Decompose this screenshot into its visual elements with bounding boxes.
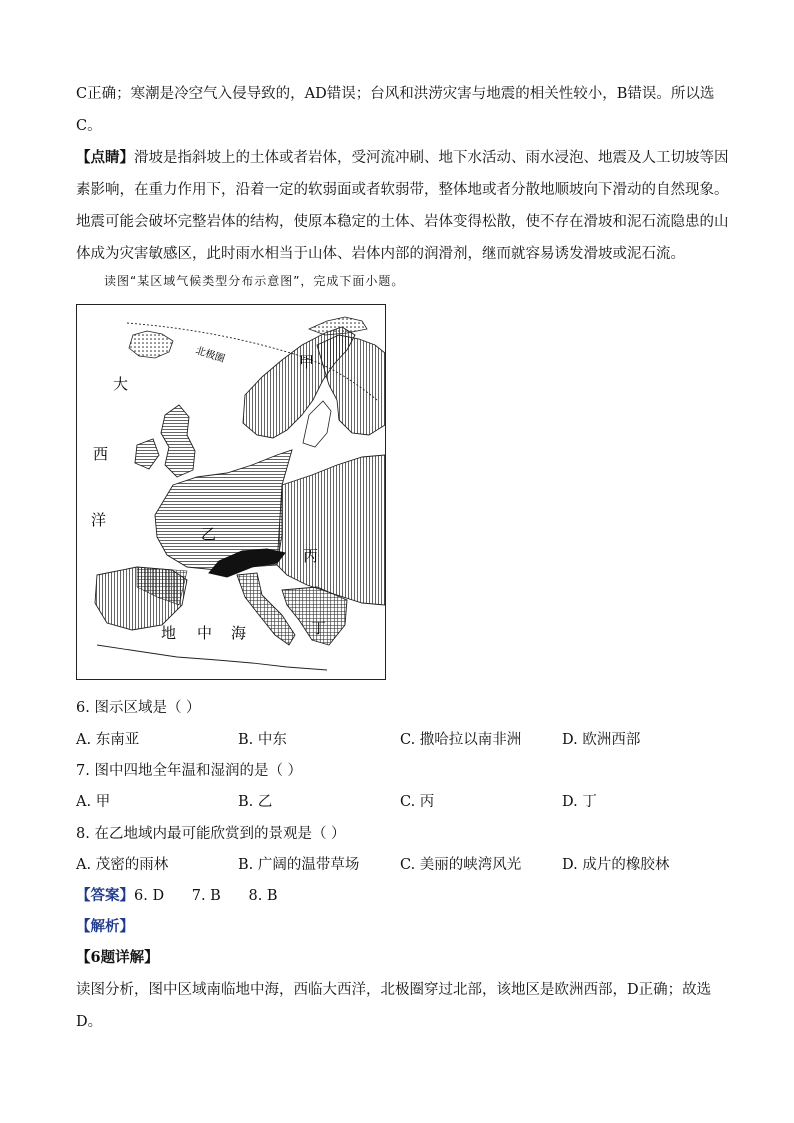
arctic-circle-label: 北极圈 bbox=[194, 345, 227, 366]
sea-char-1: 地 bbox=[161, 624, 177, 642]
q8-option-b: B. 广阔的温带草场 bbox=[238, 857, 360, 873]
q7-option-c: C. 丙 bbox=[400, 794, 435, 810]
analysis-line-2: D。 bbox=[76, 1014, 103, 1030]
climate-map bbox=[76, 304, 386, 680]
sea-char-3: 海 bbox=[231, 624, 247, 642]
question-6: 6. 图示区域是（ ） bbox=[76, 700, 201, 716]
iceland bbox=[129, 331, 173, 358]
q7-option-a: A. 甲 bbox=[76, 794, 111, 810]
answer-line bbox=[76, 884, 278, 905]
question-8: 8. 在乙地域内最可能欣赏到的景观是（ ） bbox=[76, 826, 346, 842]
q6-option-c: C. 撒哈拉以南非洲 bbox=[400, 732, 522, 748]
eastern-europe bbox=[277, 455, 385, 605]
question-7: 7. 图中四地全年温和湿润的是（ ） bbox=[76, 763, 303, 779]
analysis-line-1: 读图分析，图中区域南临地中海，西临大西洋，北极圈穿过北部，该地区是欧洲西部，D正确；故选 bbox=[76, 982, 712, 998]
label-ding: 丁 bbox=[311, 619, 327, 637]
analysis-label: 【解析】 bbox=[76, 918, 134, 935]
ocean-char-3: 洋 bbox=[91, 511, 107, 529]
sea-char-2: 中 bbox=[197, 624, 213, 642]
analysis-sub-label: 【6题详解】 bbox=[76, 949, 159, 966]
mediterranean-coast bbox=[97, 645, 327, 670]
north-cape bbox=[309, 317, 367, 335]
label-jia: 甲 bbox=[299, 353, 315, 371]
answer-text: 6. D 7. B 8. B bbox=[134, 888, 278, 904]
intro-line-2: C。 bbox=[76, 118, 102, 134]
ocean-char-1: 大 bbox=[113, 375, 129, 393]
intro-line-1: C正确；寒潮是冷空气入侵导致的，AD错误；台风和洪涝灾害与地震的相关性较小，B错误。所以选 bbox=[76, 86, 715, 102]
map-figure bbox=[77, 305, 385, 679]
q8-option-d: D. 成片的橡胶林 bbox=[562, 857, 670, 873]
tip-line-4: 体成为灾害敏感区，此时雨水相当于山体、岩体内部的润滑剂，继而就容易诱发滑坡或泥石流。 bbox=[76, 246, 685, 262]
ocean-char-2: 西 bbox=[93, 445, 109, 463]
label-bing: 丙 bbox=[303, 547, 319, 565]
tip-label: 【点睛】 bbox=[76, 149, 134, 166]
q8-option-c: C. 美丽的峡湾风光 bbox=[400, 857, 522, 873]
tip-line-2: 素影响，在重力作用下，沿着一定的软弱面或者软弱带，整体地或者分散地顺坡向下滑动的自然现象。 bbox=[76, 182, 729, 198]
figure-caption: 读图“某区域气候类型分布示意图”，完成下面小题。 bbox=[104, 274, 405, 288]
tip-line-1 bbox=[76, 146, 729, 167]
britain bbox=[161, 405, 195, 477]
q6-option-a: A. 东南亚 bbox=[76, 732, 140, 748]
ireland bbox=[135, 439, 159, 469]
q6-option-d: D. 欧洲西部 bbox=[562, 732, 641, 748]
answer-label: 【答案】 bbox=[76, 887, 134, 904]
q8-option-a: A. 茂密的雨林 bbox=[76, 857, 169, 873]
label-yi: 乙 bbox=[201, 525, 217, 543]
tip-line-3: 地震可能会破坏完整岩体的结构，使原本稳定的土体、岩体变得松散，使不存在滑坡和泥石流隐患的山 bbox=[76, 214, 729, 230]
q6-option-b: B. 中东 bbox=[238, 732, 287, 748]
tip-text-1: 滑坡是指斜坡上的土体或者岩体，受河流冲刷、地下水活动、雨水浸泡、地震及人工切坡等因 bbox=[134, 150, 729, 166]
q7-option-d: D. 丁 bbox=[562, 794, 597, 810]
q7-option-b: B. 乙 bbox=[238, 794, 273, 810]
